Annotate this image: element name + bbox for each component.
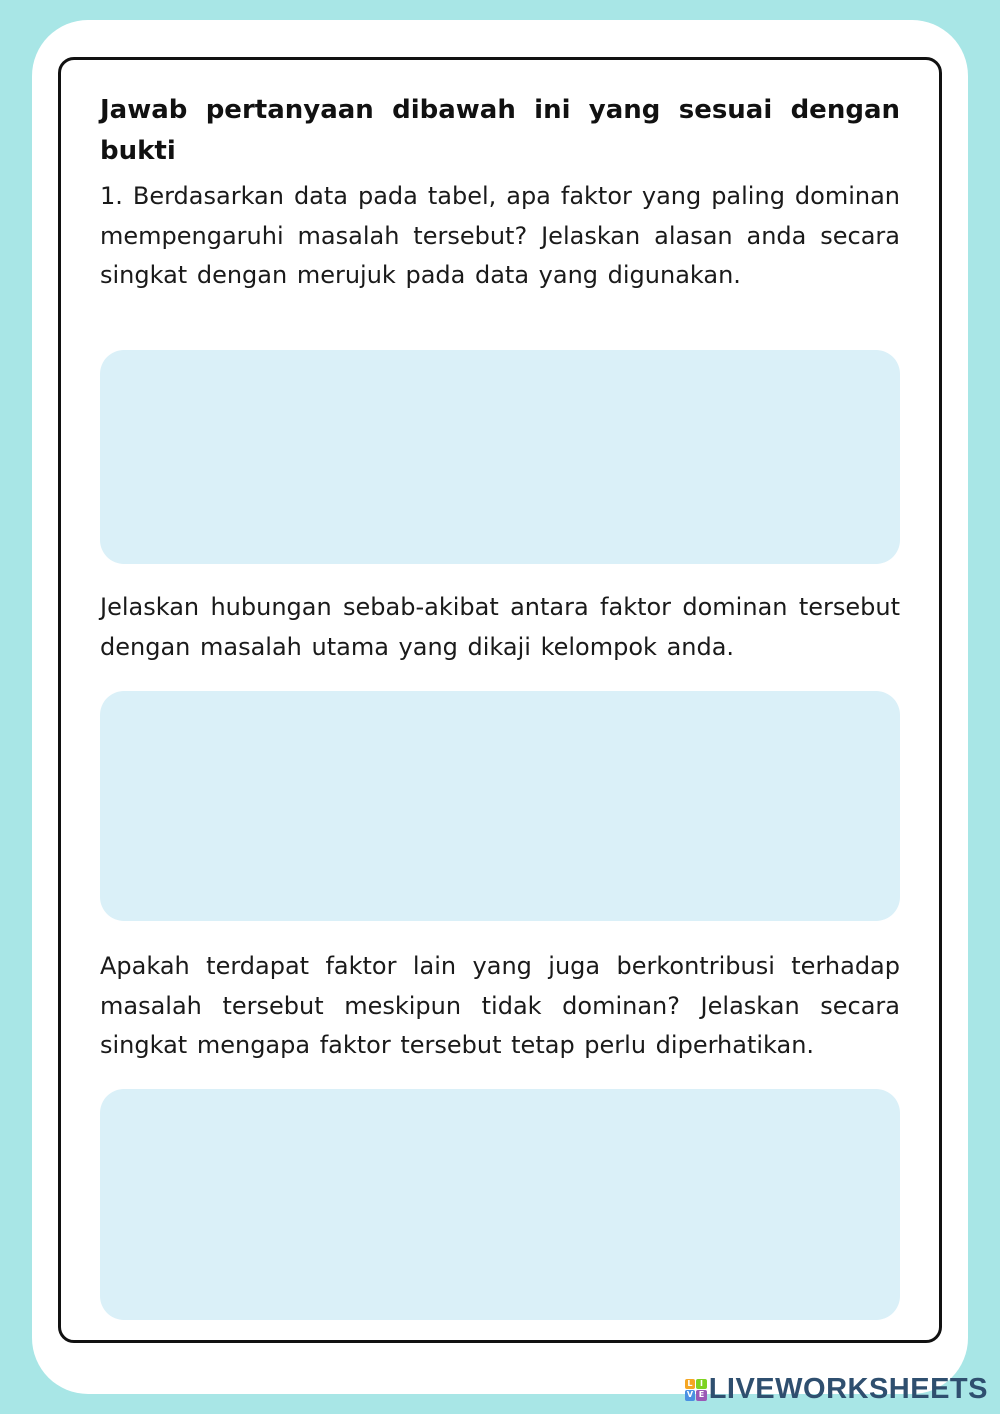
- question-1-text: 1. Berdasarkan data pada tabel, apa faktor yang paling dominan mempengaruhi masalah tersebut? Jelaskan alasan anda secara singkat dengan merujuk pada data yang digunakan.: [100, 182, 900, 289]
- logo-letter: I: [696, 1379, 707, 1390]
- liveworksheets-brand: [685, 1373, 988, 1406]
- logo-letter: V: [685, 1390, 696, 1401]
- answer-box-3[interactable]: [100, 1089, 900, 1320]
- liveworksheets-logo-icon: [685, 1379, 707, 1401]
- logo-letter: E: [696, 1390, 707, 1401]
- answer-box-2[interactable]: [100, 691, 900, 921]
- worksheet-heading: Jawab pertanyaan dibawah ini yang sesuai dengan bukti: [100, 95, 900, 166]
- question-3-text: Apakah terdapat faktor lain yang juga berkontribusi terhadap masalah tersebut meskipun tidak dominan? Jelaskan secara singkat mengapa faktor tersebut tetap perlu diperhatikan.: [100, 952, 900, 1059]
- brand-name: LIVEWORKSHEETS: [708, 1373, 988, 1405]
- question-2-text: Jelaskan hubungan sebab-akibat antara faktor dominan tersebut dengan masalah utama yang dikaji kelompok anda.: [100, 593, 900, 661]
- answer-box-1[interactable]: [100, 350, 900, 564]
- logo-letter: L: [685, 1379, 696, 1390]
